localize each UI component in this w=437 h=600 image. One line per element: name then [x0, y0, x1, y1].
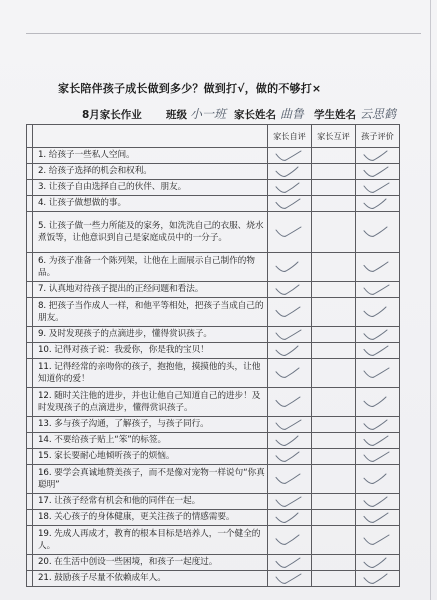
- check-mark-icon: [362, 329, 392, 341]
- check-mark-icon: [274, 396, 304, 408]
- child-check-cell: [356, 526, 400, 555]
- check-mark-icon: [362, 367, 392, 379]
- child-check-cell: [356, 253, 400, 282]
- check-mark-icon: [274, 306, 304, 318]
- check-mark-icon: [274, 557, 304, 569]
- check-mark-icon: [362, 150, 392, 162]
- table-row: [27, 253, 400, 282]
- check-mark-icon: [274, 226, 304, 238]
- parent-self-check-cell: [268, 449, 312, 465]
- child-check-cell: [356, 388, 400, 417]
- check-mark-icon: [274, 166, 304, 178]
- child-check-cell: [356, 359, 400, 388]
- table-row: [27, 148, 400, 164]
- parent-peer-check-cell: [312, 148, 356, 164]
- child-check-cell: [356, 327, 400, 343]
- check-mark-icon: [274, 284, 304, 296]
- parent-peer-check-cell: [312, 327, 356, 343]
- parent-peer-check-cell: [312, 196, 356, 212]
- parent-name-label: 家长姓名: [234, 109, 276, 121]
- header-parent-peer: 家长互评: [312, 125, 356, 148]
- check-mark-icon: [274, 496, 304, 508]
- table-row: [27, 465, 400, 494]
- table-row: [27, 327, 400, 343]
- checklist-item-text: 4. 让孩子做想做的事。: [33, 196, 268, 212]
- class-value: 小一班: [190, 107, 227, 121]
- student-name-value: 云思鹤: [360, 107, 397, 121]
- table-row: [27, 555, 400, 571]
- parent-self-check-cell: [268, 465, 312, 494]
- parent-self-check-cell: [268, 571, 312, 587]
- child-check-cell: [356, 433, 400, 449]
- page-edge: [430, 0, 431, 600]
- table-row: [27, 180, 400, 196]
- check-mark-icon: [362, 451, 392, 463]
- parent-peer-check-cell: [312, 526, 356, 555]
- check-mark-icon: [274, 573, 304, 585]
- check-mark-icon: [362, 261, 392, 273]
- child-check-cell: [356, 164, 400, 180]
- checklist-item-text: 21. 鼓励孩子尽量不依赖成年人。: [33, 571, 268, 587]
- parent-peer-check-cell: [312, 180, 356, 196]
- child-check-cell: [356, 449, 400, 465]
- checklist-item-text: 8. 把孩子当作成人一样，和他平等相处，把孩子当成自己的朋友。: [33, 298, 268, 327]
- table-row: [27, 494, 400, 510]
- checklist-item-text: 15. 家长要耐心地倾听孩子的烦恼。: [33, 449, 268, 465]
- homework-label: 8月家长作业: [82, 109, 142, 121]
- checklist-item-text: 11. 记得经常的亲吻你的孩子，抱抱他，摸摸他的头，让他知道你的爱！: [33, 359, 268, 388]
- checklist-item-text: 19. 先成人再成才，教育的根本目标是培养人，一个健全的人。: [33, 526, 268, 555]
- parent-self-check-cell: [268, 388, 312, 417]
- checklist-item-text: 10. 记得对孩子说：我爱你，你是我的宝贝！: [33, 343, 268, 359]
- table-row: [27, 510, 400, 526]
- check-mark-icon: [362, 534, 392, 546]
- check-mark-icon: [362, 512, 392, 524]
- parent-self-check-cell: [268, 148, 312, 164]
- table-row: [27, 526, 400, 555]
- checklist-item-text: 6. 为孩子准备一个陈列架，让他在上面展示自己制作的物品。: [33, 253, 268, 282]
- parent-name-value: 曲鲁: [280, 107, 305, 121]
- table-row: [27, 164, 400, 180]
- check-mark-icon: [274, 451, 304, 463]
- check-mark-icon: [362, 182, 392, 194]
- check-mark-icon: [274, 534, 304, 546]
- parent-peer-check-cell: [312, 555, 356, 571]
- parent-peer-check-cell: [312, 465, 356, 494]
- parent-peer-check-cell: [312, 282, 356, 298]
- table-row: [27, 388, 400, 417]
- child-check-cell: [356, 417, 400, 433]
- table-row: [27, 212, 400, 253]
- checklist-item-text: 17. 让孩子经常有机会和他的同伴在一起。: [33, 494, 268, 510]
- parent-peer-check-cell: [312, 571, 356, 587]
- page-title: 家长陪伴孩子成长做到多少？做到打√，做的不够打×: [58, 82, 322, 95]
- parent-peer-check-cell: [312, 343, 356, 359]
- checklist-item-text: 18. 关心孩子的身体健康，更关注孩子的情感需要。: [33, 510, 268, 526]
- table-row: [27, 282, 400, 298]
- header-item: [33, 125, 268, 148]
- check-mark-icon: [274, 473, 304, 485]
- parent-peer-check-cell: [312, 510, 356, 526]
- checklist-item-text: 20. 在生活中创设一些困境，和孩子一起度过。: [33, 555, 268, 571]
- parent-peer-check-cell: [312, 449, 356, 465]
- checklist-item-text: 7. 认真地对待孩子提出的正经问题和看法。: [33, 282, 268, 298]
- checklist-item-text: 13. 多与孩子沟通，了解孩子，与孩子同行。: [33, 417, 268, 433]
- child-check-cell: [356, 494, 400, 510]
- parent-self-check-cell: [268, 196, 312, 212]
- parent-peer-check-cell: [312, 388, 356, 417]
- parent-peer-check-cell: [312, 433, 356, 449]
- child-check-cell: [356, 282, 400, 298]
- header-child: 孩子评价: [356, 125, 400, 148]
- parent-peer-check-cell: [312, 494, 356, 510]
- table-row: [27, 417, 400, 433]
- check-mark-icon: [362, 557, 392, 569]
- parent-peer-check-cell: [312, 298, 356, 327]
- top-rule: [26, 33, 421, 34]
- check-mark-icon: [274, 512, 304, 524]
- check-mark-icon: [274, 198, 304, 210]
- check-mark-icon: [274, 367, 304, 379]
- parent-self-check-cell: [268, 359, 312, 388]
- table-row: [27, 449, 400, 465]
- check-mark-icon: [362, 306, 392, 318]
- parent-self-check-cell: [268, 282, 312, 298]
- check-mark-icon: [362, 573, 392, 585]
- class-label: 班级: [166, 109, 187, 121]
- parent-self-check-cell: [268, 327, 312, 343]
- child-check-cell: [356, 180, 400, 196]
- checklist-item-text: 14. 不要给孩子贴上“笨”的标签。: [33, 433, 268, 449]
- header-row: [27, 125, 400, 148]
- check-mark-icon: [274, 261, 304, 273]
- parent-peer-check-cell: [312, 253, 356, 282]
- check-mark-icon: [362, 166, 392, 178]
- table-row: [27, 298, 400, 327]
- parent-self-check-cell: [268, 212, 312, 253]
- child-check-cell: [356, 298, 400, 327]
- checklist-item-text: 16. 要学会真诚地赞美孩子，而不是像对宠物一样说句“你真聪明”: [33, 465, 268, 494]
- table-row: [27, 571, 400, 587]
- checklist-item-text: 5. 让孩子做一些力所能及的家务，如洗洗自己的衣服、烧水煮饭等，让他意识到自己是家庭成员中的一分子。: [33, 212, 268, 253]
- parent-self-check-cell: [268, 298, 312, 327]
- check-mark-icon: [274, 435, 304, 447]
- check-mark-icon: [274, 329, 304, 341]
- child-check-cell: [356, 510, 400, 526]
- check-mark-icon: [362, 419, 392, 431]
- parent-self-check-cell: [268, 417, 312, 433]
- check-mark-icon: [362, 226, 392, 238]
- parent-self-check-cell: [268, 433, 312, 449]
- parent-peer-check-cell: [312, 212, 356, 253]
- child-check-cell: [356, 148, 400, 164]
- checklist-item-text: 9. 及时发现孩子的点滴进步，懂得赏识孩子。: [33, 327, 268, 343]
- parent-self-check-cell: [268, 343, 312, 359]
- check-mark-icon: [362, 284, 392, 296]
- table-row: [27, 359, 400, 388]
- parent-self-check-cell: [268, 494, 312, 510]
- checklist-table: [26, 124, 400, 587]
- check-mark-icon: [362, 198, 392, 210]
- checklist-item-text: 2. 给孩子选择的机会和权利。: [33, 164, 268, 180]
- checklist-item-text: 12. 随时关注他的进步，并也让他自己知道自己的进步！及时发现孩子的点滴进步，懂得赏识孩子。: [33, 388, 268, 417]
- parent-self-check-cell: [268, 253, 312, 282]
- parent-self-check-cell: [268, 164, 312, 180]
- table-row: [27, 433, 400, 449]
- checklist-item-text: 1. 给孩子一些私人空间。: [33, 148, 268, 164]
- child-check-cell: [356, 571, 400, 587]
- check-mark-icon: [362, 345, 392, 357]
- header-parent-self: 家长自评: [268, 125, 312, 148]
- child-check-cell: [356, 465, 400, 494]
- check-mark-icon: [274, 345, 304, 357]
- child-check-cell: [356, 212, 400, 253]
- child-check-cell: [356, 555, 400, 571]
- checklist-item-text: 3. 让孩子自由选择自己的伙伴、朋友。: [33, 180, 268, 196]
- check-mark-icon: [362, 396, 392, 408]
- check-mark-icon: [274, 150, 304, 162]
- check-mark-icon: [274, 419, 304, 431]
- table-row: [27, 196, 400, 212]
- student-name-label: 学生姓名: [314, 109, 356, 121]
- check-mark-icon: [362, 473, 392, 485]
- parent-peer-check-cell: [312, 417, 356, 433]
- child-check-cell: [356, 196, 400, 212]
- parent-self-check-cell: [268, 510, 312, 526]
- check-mark-icon: [362, 435, 392, 447]
- table-row: [27, 343, 400, 359]
- parent-peer-check-cell: [312, 359, 356, 388]
- parent-self-check-cell: [268, 526, 312, 555]
- check-mark-icon: [362, 496, 392, 508]
- parent-self-check-cell: [268, 555, 312, 571]
- check-mark-icon: [274, 182, 304, 194]
- child-check-cell: [356, 343, 400, 359]
- parent-self-check-cell: [268, 180, 312, 196]
- parent-peer-check-cell: [312, 164, 356, 180]
